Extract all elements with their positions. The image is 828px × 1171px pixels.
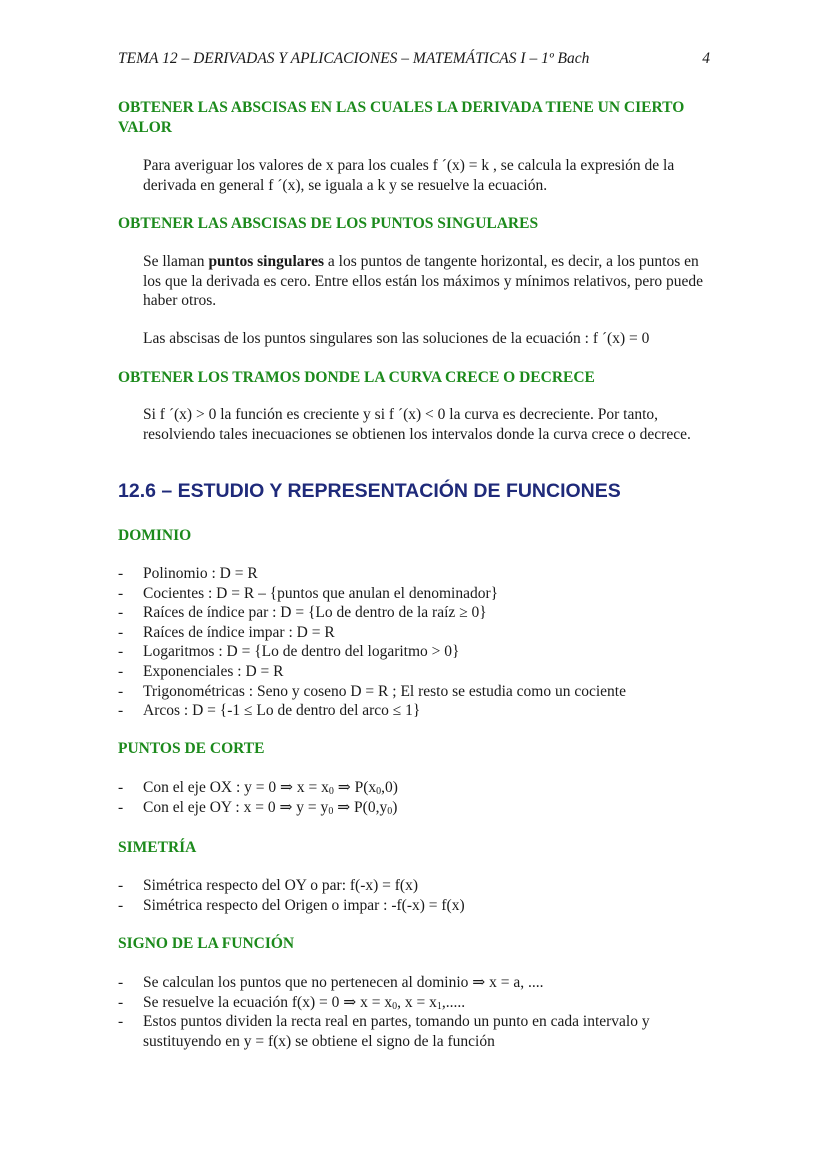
list-item: - Raíces de índice par : D = {Lo de dentro de la raíz ≥ 0} [118, 603, 708, 623]
text-run: , x = x [397, 993, 437, 1011]
subscript: 0 [328, 805, 334, 817]
corte-list [118, 778, 708, 817]
signo-list [118, 973, 708, 1051]
list-item: - Arcos : D = {-1 ≤ Lo de dentro del arco ≤ 1} [118, 701, 708, 721]
text-run: Con el eje OY : x = 0 ⇒ y = y [143, 798, 329, 816]
text-run: ) [392, 798, 398, 816]
page-number: 4 [702, 50, 710, 67]
list-item: - Exponenciales : D = R [118, 662, 708, 682]
subscript: 0 [392, 1000, 398, 1012]
list-item: - Simétrica respecto del OY o par: f(-x) = f(x) [118, 876, 708, 896]
dominio-list [118, 564, 708, 721]
list-item [118, 993, 708, 1013]
subscript: 0 [387, 805, 393, 817]
header-title: TEMA 12 – DERIVADAS Y APLICACIONES – MATEMÁTICAS I – 1º Bach [118, 50, 590, 67]
paragraph-puntos-singulares [143, 252, 708, 311]
list-item: - Logaritmos : D = {Lo de dentro del logaritmo > 0} [118, 642, 708, 662]
list-item: - Simétrica respecto del Origen o impar : -f(-x) = f(x) [118, 896, 708, 916]
subscript: 0 [328, 786, 334, 797]
text-run: Con el eje OX : y = 0 ⇒ x = x [143, 779, 329, 796]
list-item: - Estos puntos dividen la recta real en partes, tomando un punto en cada intervalo y sustituyendo en y = f(x) se obtiene el signo de la función [118, 1012, 708, 1051]
heading-signo: SIGNO DE LA FUNCIÓN [118, 935, 295, 952]
heading-puntos-corte: PUNTOS DE CORTE [118, 740, 265, 757]
text-run: ⇒ P(x [333, 779, 377, 796]
simetria-list [118, 876, 708, 915]
text-run: ,0) [381, 779, 398, 796]
list-item: - Se calculan los puntos que no pertenecen al dominio ⇒ x = a, .... [118, 973, 708, 993]
heading-tramos: OBTENER LOS TRAMOS DONDE LA CURVA CRECE O DECRECE [118, 369, 595, 386]
list-item: - Cocientes : D = R – {puntos que anulan el denominador} [118, 584, 708, 604]
bold-term: puntos singulares [208, 253, 325, 270]
subscript: 0 [376, 786, 382, 797]
subscript: 1 [436, 1000, 442, 1012]
text-run: Se llaman [143, 253, 209, 270]
paragraph-abscisas-valor: Para averiguar los valores de x para los cuales f ´(x) = k , se calcula la expresión de la derivada en general f ´(x), se iguala a k y se resuelve la ecuación. [143, 157, 675, 194]
heading-dominio: DOMINIO [118, 527, 192, 544]
text-run: Se resuelve la ecuación f(x) = 0 ⇒ x = x [143, 993, 393, 1011]
text-run: ⇒ P(0,y [333, 798, 388, 816]
text-run: ,..... [441, 993, 466, 1011]
heading-simetria: SIMETRÍA [118, 839, 197, 856]
list-item [118, 798, 708, 818]
list-item: - Polinomio : D = R [118, 564, 708, 584]
paragraph-tramos: Si f ´(x) > 0 la función es creciente y si f ´(x) < 0 la curva es decreciente. Por tanto, resolviendo tales inecuaciones se obtienen los intervalos donde la curva crece o decrece. [143, 406, 691, 443]
list-item: - Trigonométricas : Seno y coseno D = R ; El resto se estudia como un cociente [118, 682, 708, 702]
list-item: - Raíces de índice impar : D = R [118, 623, 708, 643]
heading-puntos-singulares: OBTENER LAS ABSCISAS DE LOS PUNTOS SINGULARES [118, 215, 539, 232]
page-header [118, 50, 710, 68]
heading-abscisas-valor: OBTENER LAS ABSCISAS EN LAS CUALES LA DERIVADA TIENE UN CIERTO VALOR [118, 99, 685, 136]
list-item [118, 778, 708, 798]
paragraph-singulares-ecuacion: Las abscisas de los puntos singulares son las soluciones de la ecuación : f ´(x) = 0 [143, 330, 650, 347]
section-title: 12.6 – ESTUDIO Y REPRESENTACIÓN DE FUNCIONES [118, 480, 621, 502]
text-run: a los puntos de tangente horizontal, es decir, a los puntos en los que la derivada es cero. Entre ellos están los máximos y mínimos relativos, pero puede haber otros. [143, 253, 704, 309]
